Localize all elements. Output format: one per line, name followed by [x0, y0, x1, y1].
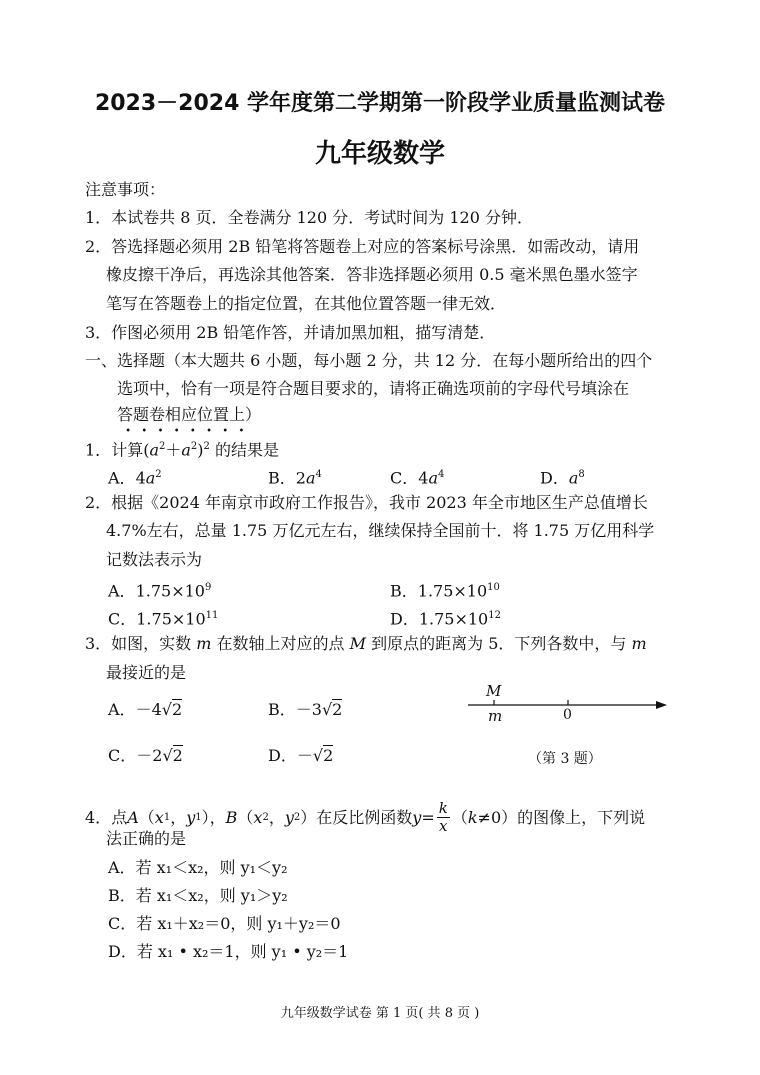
fraction: [437, 800, 450, 835]
q4-line-2: 法正确的是: [106, 829, 187, 848]
q1-option-b: B．$2a^4$: [268, 468, 322, 488]
q4-option-b: B．若 x₁＜x₂，则 y₁＞y₂: [108, 886, 288, 905]
q1-option-c: C．$4a^4$: [390, 468, 445, 488]
fraction-numerator: k: [438, 799, 448, 817]
fraction-denominator: x: [439, 817, 448, 835]
sqrt-symbol: √: [162, 746, 173, 765]
section-1-line-1: 一、选择题（本大题共 6 小题，每小题 2 分，共 12 分．在每小题所给出的四个: [85, 351, 653, 370]
figure-origin-label: 0: [563, 707, 572, 723]
q1-option-a: A．$4a^2$: [108, 468, 162, 488]
q3-option-a: A．－4√2: [108, 700, 183, 719]
notice-item-2-line-3: 笔写在答题卷上的指定位置，在其他位置答题一律无效．: [106, 294, 507, 313]
sqrt-symbol: √: [312, 746, 324, 765]
q1-option-d: D．$a^8$: [540, 468, 585, 488]
figure-point-label: M: [486, 682, 502, 700]
q2-line-1: 2．根据《2024 年南京市政府工作报告》，我市 2023 年全市地区生产总值增长: [85, 493, 648, 512]
q2-line-2: 4.7%左右，总量 1.75 万亿元左右，继续保持全国前十．将 1.75 万亿用科学: [106, 521, 655, 540]
notice-heading: 注意事项：: [85, 180, 166, 199]
q2-option-c: C．$1.75\times 10^{11}$: [108, 609, 219, 629]
q1-stem: 1．计算$(a^2+a^2)^2$ 的结果是: [85, 440, 280, 460]
q3-line-2: 最接近的是: [106, 663, 187, 682]
page-footer: 九年级数学试卷 第 1 页( 共 8 页 ): [280, 1006, 480, 1021]
q2-line-3: 记数法表示为: [106, 550, 203, 569]
q3-option-d: D．－√2: [268, 746, 334, 765]
notice-item-1: 1．本试卷共 8 页．全卷满分 120 分．考试时间为 120 分钟．: [85, 208, 533, 227]
q2-option-a: A．$1.75\times 10^9$: [108, 581, 212, 601]
notice-item-2-line-2: 橡皮擦干净后，再选涂其他答案．答非选择题必须用 0.5 毫米黑色墨水签字: [106, 265, 638, 284]
figure-var-label: m: [488, 707, 503, 725]
q3-option-c: C．－2√2: [108, 746, 183, 765]
sqrt-symbol: √: [161, 700, 172, 719]
sqrt-symbol: √: [321, 700, 333, 719]
section-1-line-3: [117, 405, 261, 425]
emphasis-dots: [120, 428, 247, 432]
figure-caption: （第 3 题）: [528, 751, 602, 767]
emphasis-text: 答题卷相应位置上）: [117, 405, 261, 425]
q4-option-c: C．若 x₁＋x₂＝0，则 y₁＋y₂＝0: [108, 914, 341, 933]
notice-item-3: 3．作图必须用 2B 铅笔作答，并请加黑加粗，描写清楚．: [85, 323, 496, 342]
q4-line-1: 4． 点 A （ x 1 ， y 1 ）， B （ x 2 ， y 2 ）在反比例函数 y = $\frac{k}{x}$ （ k ≠0） 的图像上，下列说: [85, 799, 646, 835]
exam-title: 2023－2024 学年度第二学期第一阶段学业质量监测试卷: [94, 91, 666, 116]
section-1-line-2: 选项中，恰有一项是符合题目要求的，请将正确选项前的字母代号填涂在: [117, 379, 630, 398]
number-line-arrow: [656, 701, 667, 709]
q4-option-d: D．若 x₁ • x₂＝1，则 y₁ • y₂＝1: [108, 942, 349, 961]
q2-option-d: D．$1.75\times 10^{12}$: [390, 609, 501, 629]
q3-line-1: 3．如图，实数 m 在数轴上对应的点 M 到原点的距离为 5．下列各数中，与 m: [85, 634, 647, 653]
subject-title: 九年级数学: [314, 139, 445, 169]
q2-option-b: B．$1.75\times 10^{10}$: [390, 581, 500, 601]
q3-option-b: B．－3√2: [268, 700, 343, 719]
q4-option-a: A．若 x₁＜x₂，则 y₁＜y₂: [108, 858, 288, 877]
notice-item-2-line-1: 2．答选择题必须用 2B 铅笔将答题卷上对应的答案标号涂黑．如需改动，请用: [85, 237, 640, 256]
